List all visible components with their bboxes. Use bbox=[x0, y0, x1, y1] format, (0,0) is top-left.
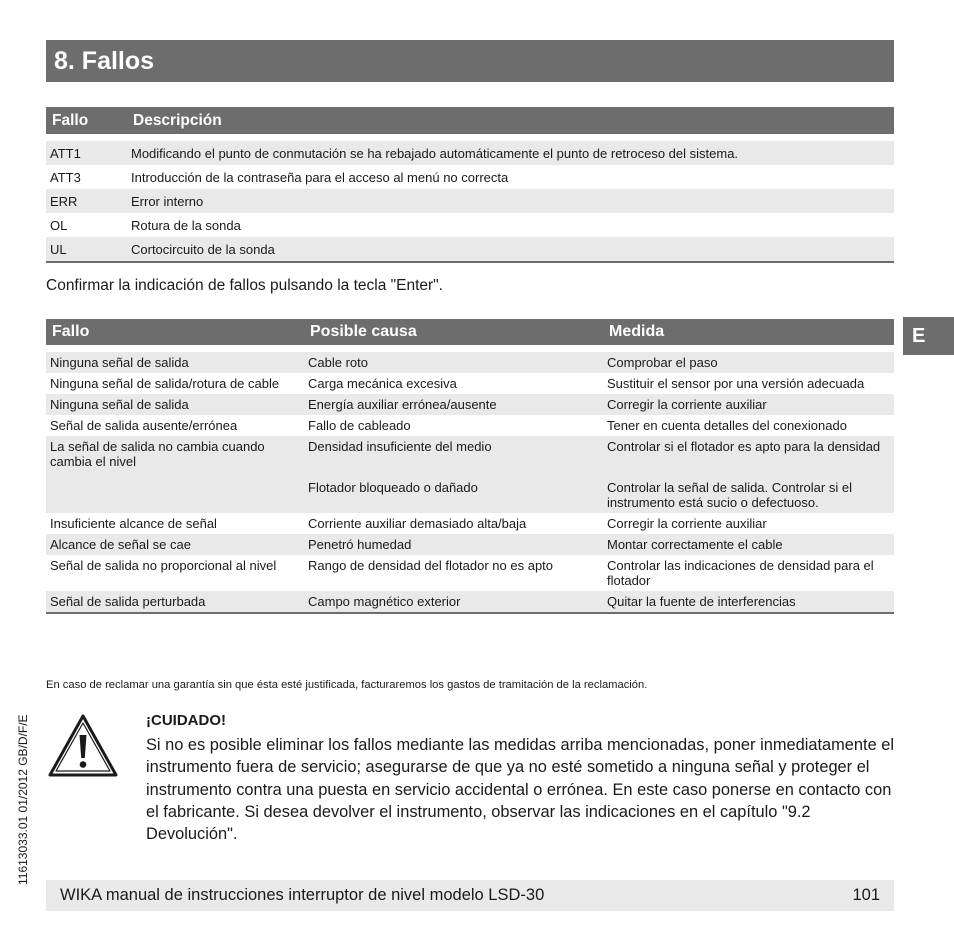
cell-action: Quitar la fuente de interferencias bbox=[603, 591, 894, 613]
cell-code: OL bbox=[50, 217, 68, 233]
table-row bbox=[46, 237, 894, 262]
page-number: 101 bbox=[852, 886, 880, 904]
table-row bbox=[46, 352, 894, 373]
cell-cause: Energía auxiliar errónea/ausente bbox=[304, 394, 603, 415]
cell-fault: Alcance de señal se cae bbox=[46, 534, 304, 555]
table-row bbox=[46, 415, 894, 436]
cell-fault: Señal de salida ausente/errónea bbox=[50, 418, 238, 433]
table-row bbox=[46, 534, 894, 555]
footer-title: WIKA manual de instrucciones interruptor de nivel modelo LSD-30 bbox=[60, 886, 545, 904]
warning-triangle-icon bbox=[47, 713, 119, 778]
cell-cause: Rango de densidad del flotador no es apto bbox=[308, 558, 554, 573]
cell-cause: Cable roto bbox=[304, 352, 603, 373]
table-row bbox=[46, 165, 894, 189]
cell-fault: Ninguna señal de salida/rotura de cable bbox=[50, 376, 280, 391]
cell-description: Rotura de la sonda bbox=[131, 217, 241, 233]
cell-code: ERR bbox=[46, 189, 127, 213]
warning-title: ¡CUIDADO! bbox=[146, 712, 226, 729]
error-codes-table bbox=[46, 107, 894, 263]
cell-code: ATT1 bbox=[46, 141, 127, 165]
cell-action: Corregir la corriente auxiliar bbox=[607, 516, 767, 531]
cell-fault: La señal de salida no cambia cuando cambia el nivel bbox=[46, 436, 304, 477]
confirm-instruction: Confirmar la indicación de fallos pulsando la tecla "Enter". bbox=[46, 277, 443, 294]
header-medida: Medida bbox=[603, 319, 894, 345]
cell-action: Comprobar el paso bbox=[603, 352, 894, 373]
cell-description: Error interno bbox=[127, 189, 894, 213]
cell-cause: Corriente auxiliar demasiado alta/baja bbox=[308, 516, 527, 531]
header-fallo: Fallo bbox=[46, 107, 127, 134]
cell-description: Introducción de la contraseña para el acceso al menú no correcta bbox=[131, 169, 509, 185]
table-row bbox=[46, 436, 894, 477]
cell-fault: Señal de salida perturbada bbox=[46, 591, 304, 613]
cell-action: Montar correctamente el cable bbox=[603, 534, 894, 555]
cell-code: UL bbox=[46, 237, 127, 262]
cell-description: Cortocircuito de la sonda bbox=[127, 237, 894, 262]
table-row bbox=[46, 591, 894, 613]
cell-fault: Señal de salida no proporcional al nivel bbox=[50, 558, 277, 573]
troubleshooting-table bbox=[46, 319, 894, 614]
cell-fault bbox=[46, 477, 304, 513]
header-descripcion: Descripción bbox=[127, 107, 894, 134]
table-row bbox=[46, 555, 894, 591]
table-row bbox=[46, 189, 894, 213]
warranty-footnote: En caso de reclamar una garantía sin que ésta esté justificada, facturaremos los gastos de tramitación de la reclamación. bbox=[46, 679, 648, 691]
table-row bbox=[46, 373, 894, 394]
table-row bbox=[46, 141, 894, 165]
cell-cause: Flotador bloqueado o dañado bbox=[304, 477, 603, 513]
cell-cause: Densidad insuficiente del medio bbox=[304, 436, 603, 477]
cell-action: Tener en cuenta detalles del conexionado bbox=[607, 418, 847, 433]
cell-action: Corregir la corriente auxiliar bbox=[603, 394, 894, 415]
header-fallo: Fallo bbox=[46, 319, 304, 345]
warning-text: Si no es posible eliminar los fallos mediante las medidas arriba mencionadas, poner inmediatamente el instrumento fuera de servicio; asegurarse de que ya no esté sometido a ninguna señal y proteger el instrumento contra una puesta en servicio accidental o errónea. En este caso ponerse en contacto con el fabricante. Si desea devolver el instrumento, observar las indicaciones en el capítulo "9.2 Devolución". bbox=[146, 736, 894, 844]
cell-action: Controlar si el flotador es apto para la densidad bbox=[603, 436, 894, 477]
cell-fault: Insuficiente alcance de señal bbox=[50, 516, 217, 531]
cell-fault: Ninguna señal de salida bbox=[46, 394, 304, 415]
cell-action: Controlar la señal de salida. Controlar si el instrumento está sucio o defectuoso. bbox=[603, 477, 894, 513]
cell-action: Sustituir el sensor por una versión adecuada bbox=[607, 376, 865, 391]
table-row bbox=[46, 477, 894, 513]
cell-action: Controlar las indicaciones de densidad para el flotador bbox=[607, 558, 874, 588]
table-row bbox=[46, 513, 894, 534]
cell-code: ATT3 bbox=[50, 169, 81, 185]
header-posible-causa: Posible causa bbox=[304, 319, 603, 345]
table-row bbox=[46, 394, 894, 415]
table-header-row bbox=[46, 319, 894, 345]
page-footer bbox=[46, 880, 894, 911]
cell-cause: Penetró humedad bbox=[304, 534, 603, 555]
cell-cause: Campo magnético exterior bbox=[304, 591, 603, 613]
section-tab-e: E bbox=[903, 317, 954, 355]
table-row bbox=[46, 213, 894, 237]
cell-fault: Ninguna señal de salida bbox=[46, 352, 304, 373]
table-header-row bbox=[46, 107, 894, 134]
cell-cause: Carga mecánica excesiva bbox=[308, 376, 457, 391]
page-title: 8. Fallos bbox=[46, 40, 894, 82]
cell-cause: Fallo de cableado bbox=[308, 418, 411, 433]
document-code: 11613033.01 01/2012 GB/D/F/E bbox=[16, 714, 30, 885]
cell-description: Modificando el punto de conmutación se ha rebajado automáticamente el punto de retroceso del sistema. bbox=[127, 141, 894, 165]
